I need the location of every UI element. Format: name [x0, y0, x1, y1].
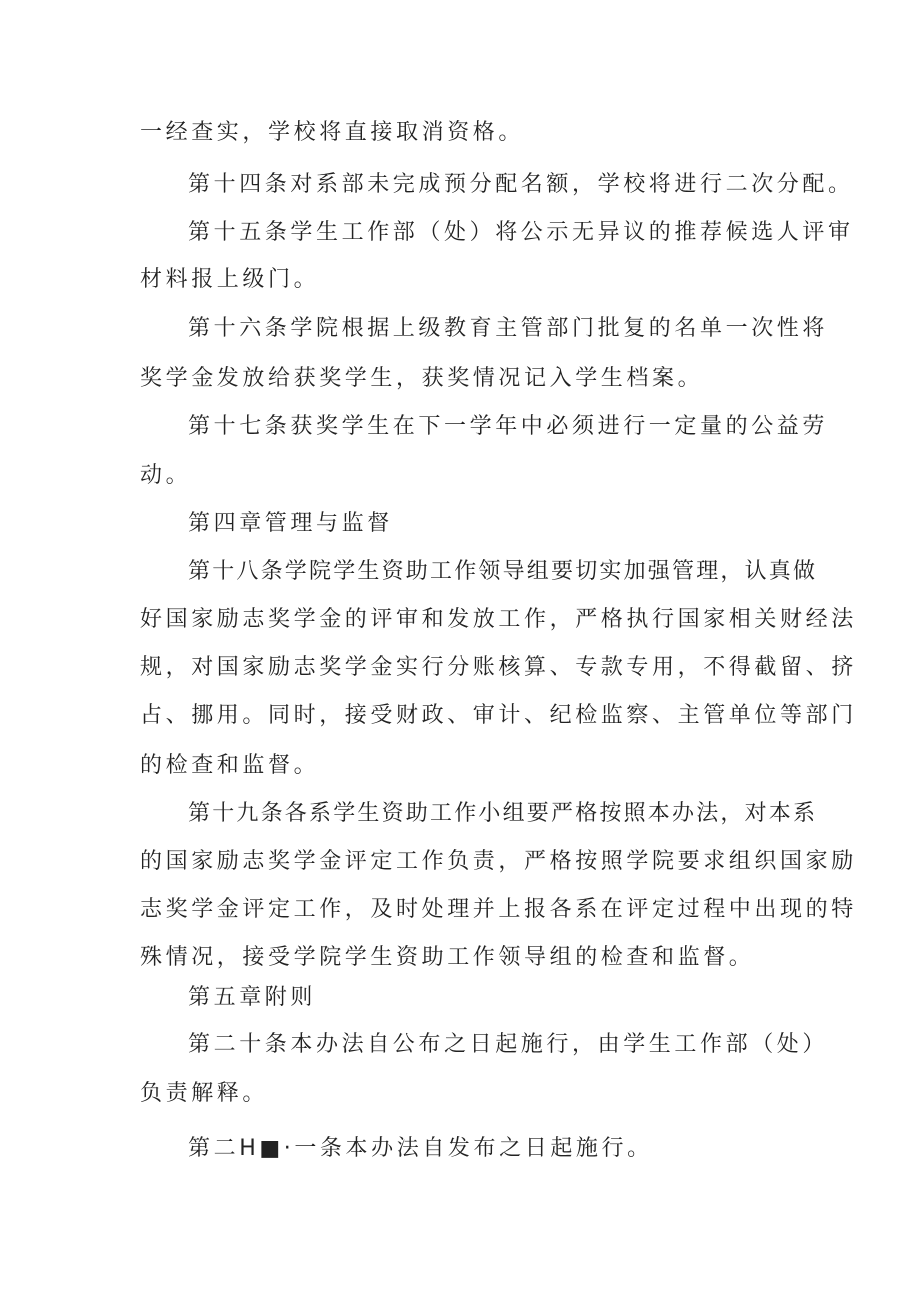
text-line-1: 一经查实，学校将直接取消资格。 — [140, 120, 525, 145]
article-19-line-2: 的国家励志奖学金评定工作负责，严格按照学院要求组织国家励 — [140, 849, 857, 874]
article-14-line: 第十四条对系部未完成预分配名额，学校将进行二次分配。 — [188, 172, 854, 197]
article-19-line-4: 殊情况，接受学院学生资助工作领导组的检查和监督。 — [140, 945, 755, 970]
article-18-line-4: 占、挪用。同时，接受财政、审计、纪检监察、主管单位等部门 — [140, 703, 857, 728]
chapter-4-heading: 第四章管理与监督 — [188, 511, 393, 536]
chapter-5-heading: 第五章附则 — [188, 985, 317, 1010]
article-15-line-1: 第十五条学生工作部（处）将公示无异议的推荐候选人评审 — [188, 220, 854, 245]
article-20-line-2: 负责解释。 — [140, 1081, 269, 1106]
article-16-line-2: 奖学金发放给获奖学生，获奖情况记入学生档案。 — [140, 366, 704, 391]
article-21-line: 第二H■·一条本办法自发布之日起施行。 — [188, 1136, 653, 1161]
article-18-line-3: 规，对国家励志奖学金实行分账核算、专款专用，不得截留、挤 — [140, 655, 857, 680]
article-15-line-2: 材料报上级门。 — [140, 267, 320, 292]
article-20-line-1: 第二十条本办法自公布之日起施行，由学生工作部（处） — [188, 1032, 829, 1057]
article-18-line-2: 好国家励志奖学金的评审和发放工作，严格执行国家相关财经法 — [140, 607, 857, 632]
article-17-line-1: 第十七条获奖学生在下一学年中必须进行一定量的公益劳 — [188, 414, 829, 439]
article-18-line-5: 的检查和监督。 — [140, 753, 320, 778]
article-19-line-3: 志奖学金评定工作，及时处理并上报各系在评定过程中出现的特 — [140, 897, 857, 922]
article-16-line-1: 第十六条学院根据上级教育主管部门批复的名单一次性将 — [188, 316, 829, 341]
article-18-line-1: 第十八条学院学生资助工作领导组要切实加强管理，认真做 — [188, 559, 818, 584]
article-19-line-1: 第十九条各系学生资助工作小组要严格按照本办法，对本系 — [188, 801, 818, 826]
article-17-line-2: 动。 — [140, 463, 192, 488]
